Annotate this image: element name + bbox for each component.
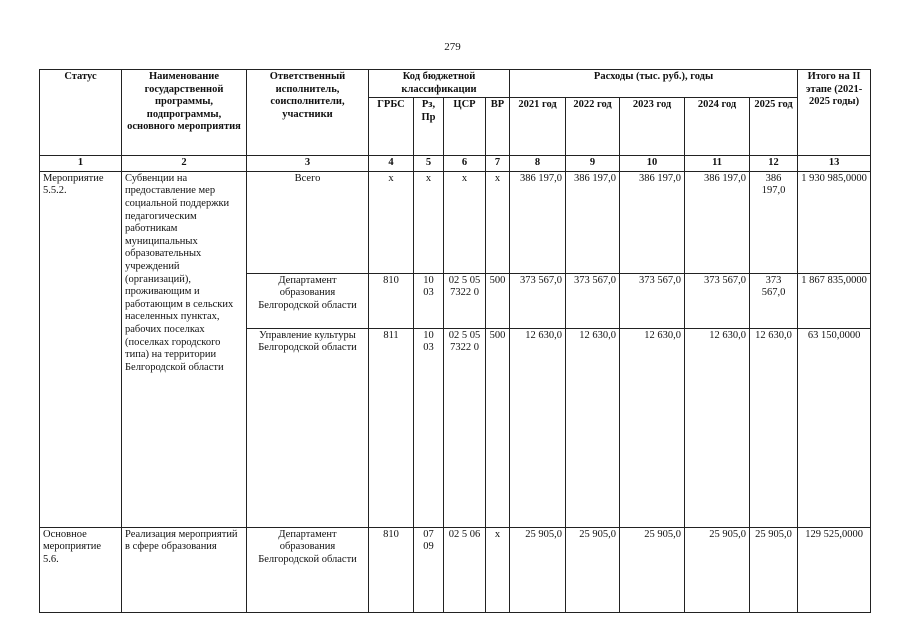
column-number: 12 [750, 156, 798, 172]
header-2021: 2021 год [510, 98, 566, 156]
total-cell: 129 525,0000 [798, 527, 871, 612]
grbs-cell: х [369, 171, 414, 273]
name-cell: Реализация мероприятий в сфере образования [122, 527, 247, 612]
executor-cell: Департамент образования Белгородской области [247, 273, 369, 328]
table-row [40, 171, 871, 273]
column-number: 8 [510, 156, 566, 172]
value-2025-cell: 25 905,0 [750, 527, 798, 612]
value-2025-cell: 12 630,0 [750, 328, 798, 527]
header-2023: 2023 год [620, 98, 685, 156]
vr-cell: 500 [486, 328, 510, 527]
header-total: Итого на II этапе (2021-2025 годы) [798, 70, 871, 156]
header-expenses: Расходы (тыс. руб.), годы [510, 70, 798, 98]
rz-pr-cell: 10 03 [414, 273, 444, 328]
total-cell: 1 930 985,0000 [798, 171, 871, 273]
csr-cell: 02 5 06 [444, 527, 486, 612]
vr-cell: 500 [486, 273, 510, 328]
value-2021-cell: 12 630,0 [510, 328, 566, 527]
column-number: 4 [369, 156, 414, 172]
grbs-cell: 810 [369, 527, 414, 612]
header-grbs: ГРБС [369, 98, 414, 156]
header-vr: ВР [486, 98, 510, 156]
header-status: Статус [40, 70, 122, 156]
value-2024-cell: 373 567,0 [685, 273, 750, 328]
executor-cell: Департамент образования Белгородской области [247, 527, 369, 612]
name-cell: Субвенции на предоставление мер социальной поддержки педагогическим работникам муниципальных образовательных учреждений (организаций), проживающим и работающим в сельских населенных пунктах, рабочих поселках (поселках городского типа) на территории Белгородской области [122, 171, 247, 527]
column-number: 13 [798, 156, 871, 172]
csr-cell: х [444, 171, 486, 273]
header-2024: 2024 год [685, 98, 750, 156]
csr-cell: 02 5 05 7322 0 [444, 273, 486, 328]
value-2022-cell: 373 567,0 [566, 273, 620, 328]
value-2023-cell: 12 630,0 [620, 328, 685, 527]
column-number: 1 [40, 156, 122, 172]
header-name: Наименование государственной программы, подпрограммы, основного мероприятия [122, 70, 247, 156]
column-number: 6 [444, 156, 486, 172]
csr-cell: 02 5 05 7322 0 [444, 328, 486, 527]
value-2025-cell: 386 197,0 [750, 171, 798, 273]
column-number: 9 [566, 156, 620, 172]
value-2023-cell: 25 905,0 [620, 527, 685, 612]
value-2022-cell: 12 630,0 [566, 328, 620, 527]
header-row-1 [40, 70, 871, 98]
column-number-row [40, 156, 871, 172]
vr-cell: х [486, 171, 510, 273]
grbs-cell: 811 [369, 328, 414, 527]
rz-pr-cell: х [414, 171, 444, 273]
header-executor: Ответственный исполнитель, соисполнители, участники [247, 70, 369, 156]
header-rz-pr: Рз, Пр [414, 98, 444, 156]
column-number: 7 [486, 156, 510, 172]
value-2021-cell: 25 905,0 [510, 527, 566, 612]
value-2021-cell: 373 567,0 [510, 273, 566, 328]
total-cell: 63 150,0000 [798, 328, 871, 527]
value-2025-cell: 373 567,0 [750, 273, 798, 328]
column-number: 11 [685, 156, 750, 172]
value-2022-cell: 386 197,0 [566, 171, 620, 273]
budget-table [39, 69, 871, 613]
column-number: 10 [620, 156, 685, 172]
page-number: 279 [444, 41, 461, 53]
executor-cell: Всего [247, 171, 369, 273]
grbs-cell: 810 [369, 273, 414, 328]
value-2022-cell: 25 905,0 [566, 527, 620, 612]
status-cell: Мероприятие 5.5.2. [40, 171, 122, 527]
header-2025: 2025 год [750, 98, 798, 156]
header-csr: ЦСР [444, 98, 486, 156]
column-number: 2 [122, 156, 247, 172]
value-2024-cell: 25 905,0 [685, 527, 750, 612]
total-cell: 1 867 835,0000 [798, 273, 871, 328]
rz-pr-cell: 10 03 [414, 328, 444, 527]
value-2024-cell: 12 630,0 [685, 328, 750, 527]
header-budget-code: Код бюджетной классификации [369, 70, 510, 98]
value-2024-cell: 386 197,0 [685, 171, 750, 273]
rz-pr-cell: 07 09 [414, 527, 444, 612]
table-row [40, 527, 871, 612]
header-2022: 2022 год [566, 98, 620, 156]
executor-cell: Управление культуры Белгородской области [247, 328, 369, 527]
value-2021-cell: 386 197,0 [510, 171, 566, 273]
status-cell: Основное мероприятие 5.6. [40, 527, 122, 612]
value-2023-cell: 373 567,0 [620, 273, 685, 328]
vr-cell: х [486, 527, 510, 612]
column-number: 3 [247, 156, 369, 172]
column-number: 5 [414, 156, 444, 172]
value-2023-cell: 386 197,0 [620, 171, 685, 273]
